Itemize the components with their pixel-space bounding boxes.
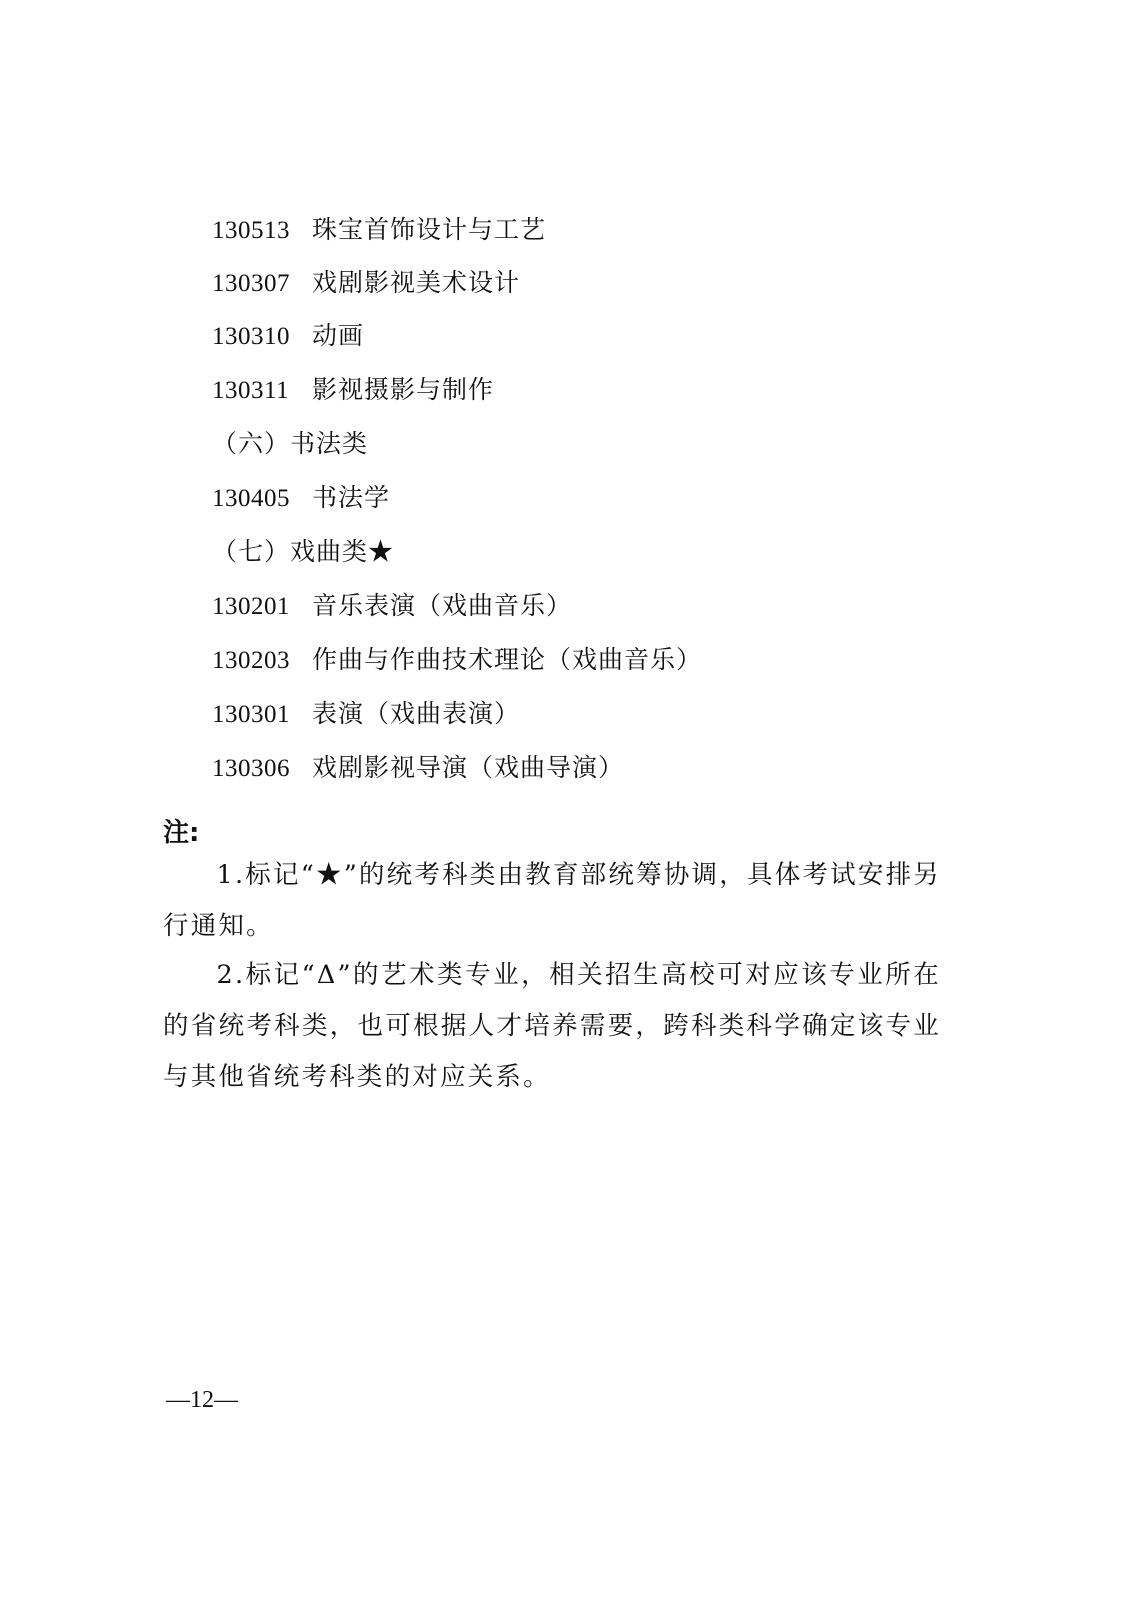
major-row xyxy=(212,319,364,354)
major-name: 音乐表演（戏曲音乐） xyxy=(312,591,573,620)
major-code: 130201 xyxy=(212,593,290,620)
notes-title: 注: xyxy=(163,818,200,848)
category-heading-calligraphy: （六）书法类 xyxy=(212,429,369,458)
note-paragraph: 2.标记“Δ”的艺术类专业，相关招生高校可对应该专业所在的省统考科类，也可根据人才培养需要，跨科类科学确定该专业与其他省统考科类的对应关系。 xyxy=(163,960,941,1092)
major-row xyxy=(212,266,520,301)
major-row xyxy=(212,373,494,408)
major-name: 影视摄影与制作 xyxy=(312,375,495,404)
major-code: 130203 xyxy=(212,647,290,674)
major-name: 戏剧影视导演（戏曲导演） xyxy=(312,753,625,782)
major-name: 戏剧影视美术设计 xyxy=(312,268,521,297)
major-name: 动画 xyxy=(312,321,365,350)
major-name: 珠宝首饰设计与工艺 xyxy=(312,215,547,244)
major-name: 表演（戏曲表演） xyxy=(312,699,521,728)
major-row xyxy=(212,643,702,678)
major-row xyxy=(212,697,520,732)
category-heading-opera: （七）戏曲类★ xyxy=(212,537,395,566)
note-paragraph: 1.标记“★”的统考科类由教育部统筹协调，具体考试安排另行通知。 xyxy=(163,860,941,941)
major-code: 130311 xyxy=(212,377,290,404)
major-code: 130301 xyxy=(212,701,290,728)
major-row xyxy=(212,589,572,624)
major-code: 130513 xyxy=(212,217,290,244)
major-row xyxy=(212,213,546,248)
major-code: 130405 xyxy=(212,485,290,512)
major-row xyxy=(212,751,624,786)
major-code: 130306 xyxy=(212,755,290,782)
page-number: —12— xyxy=(166,1387,238,1413)
major-name: 作曲与作曲技术理论（戏曲音乐） xyxy=(312,645,703,674)
major-row xyxy=(212,481,390,516)
major-code: 130310 xyxy=(212,323,290,350)
major-name: 书法学 xyxy=(312,483,391,512)
major-code: 130307 xyxy=(212,270,290,297)
